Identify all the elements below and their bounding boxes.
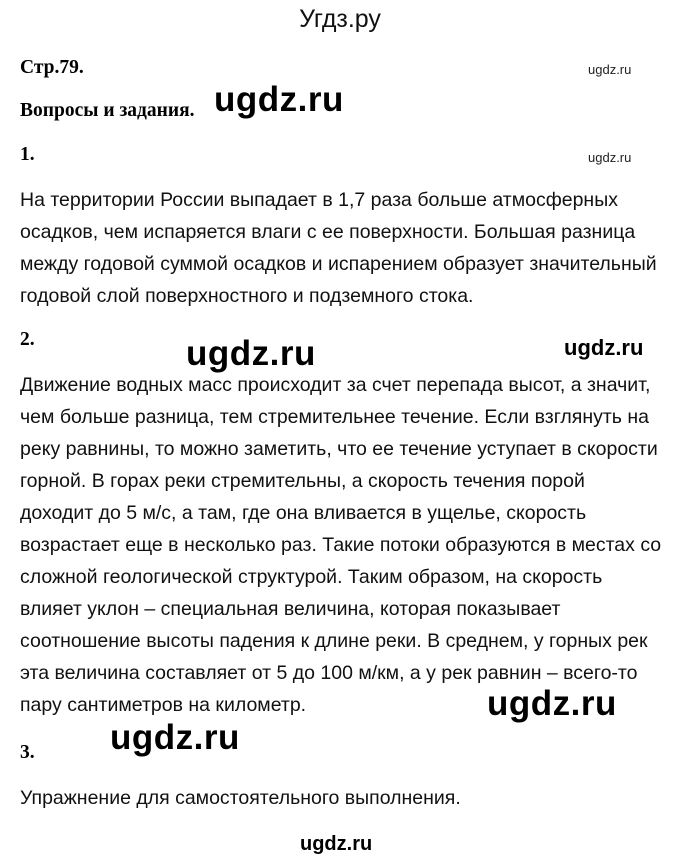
- answer-1-line: На территории России выпадает в 1,7 раза больше атмосферных: [20, 189, 618, 211]
- answer-1-line: годовой слой поверхностного и подземного стока.: [20, 285, 474, 307]
- answer-1-line: между годовой суммой осадков и испарением образует значительный: [20, 253, 657, 275]
- answer-2-line: соотношение высоты падения к длине реки. В среднем, у горных рек: [20, 630, 648, 652]
- question-2-number: 2.: [20, 329, 35, 350]
- watermark-text: ugdz.ru: [186, 334, 316, 373]
- answer-2-line: доходит до 5 м/с, а там, где она вливается в ущелье, скорость: [20, 502, 587, 524]
- question-1-number: 1.: [20, 144, 35, 165]
- answer-2-line: чем больше разница, тем стремительнее течение. Если взглянуть на: [20, 406, 649, 428]
- answer-2-line: влияет уклон – специальная величина, которая показывает: [20, 598, 561, 620]
- answer-2-line: эта величина составляет от 5 до 100 м/км, а у рек равнин – всего-то: [20, 662, 638, 684]
- answer-1-line: осадков, чем испаряется влаги с ее поверхности. Большая разница: [20, 221, 636, 243]
- site-title: Угдз.ру: [299, 5, 381, 33]
- answer-2-line: сложной геологической структурой. Таким образом, на скорость: [20, 566, 603, 588]
- question-3-number: 3.: [20, 742, 35, 763]
- watermark-text: ugdz.ru: [110, 718, 240, 757]
- watermark-text: ugdz.ru: [564, 335, 644, 360]
- watermark-text: ugdz.ru: [487, 684, 617, 723]
- answer-2-line: Движение водных масс происходит за счет перепада высот, а значит,: [20, 374, 651, 396]
- answer-2-line: горной. В горах реки стремительны, а скорость течения порой: [20, 470, 585, 492]
- watermark-text: ugdz.ru: [588, 150, 632, 165]
- watermark-text: ugdz.ru: [300, 833, 373, 855]
- page-label: Стр.79.: [20, 57, 84, 78]
- watermark-text: ugdz.ru: [588, 62, 632, 77]
- answer-3-line: Упражнение для самостоятельного выполнения.: [20, 787, 461, 809]
- section-title: Вопросы и задания.: [20, 100, 195, 121]
- answer-2-line: возрастает еще в несколько раз. Такие потоки образуются в местах со: [20, 534, 662, 556]
- answer-2-line: пару сантиметров на километр.: [20, 694, 307, 716]
- answer-2-line: реку равнины, то можно заметить, что ее течение уступает в скорости: [20, 438, 658, 460]
- watermark-text: ugdz.ru: [214, 80, 344, 119]
